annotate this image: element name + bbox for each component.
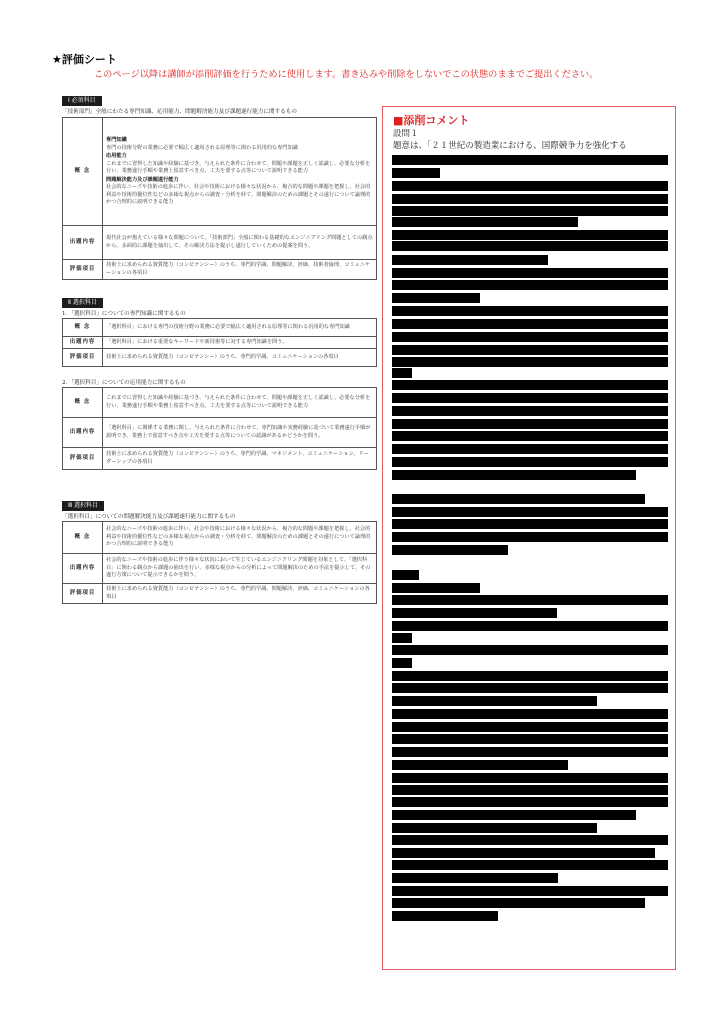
redaction-bar: [392, 357, 668, 367]
section1-table: [62, 117, 377, 280]
redaction-bar: [392, 570, 419, 580]
section2-concept-label: 概 念: [63, 388, 103, 418]
redaction-bar: [392, 393, 668, 403]
redaction-bar: [392, 268, 668, 278]
section3-criteria-label: 評価項目: [63, 584, 103, 604]
section1-question-label: 出題内容: [63, 226, 103, 260]
redaction-bar: [392, 319, 668, 329]
section2-concept-text-2: これまでに習得した知識や経験に基づき、与えられた条件に合わせて、問題や課題を正しく認識し、必要な分析を行い、業務遂行手順や業務上留意すべき点、工夫を要する点等について説明できる能力: [103, 388, 377, 418]
concept-item-title: 専門知識: [106, 137, 127, 144]
redaction-bar: [392, 747, 668, 757]
redaction-bar: [392, 848, 655, 858]
section1-header: Ⅰ 必須科目: [62, 96, 102, 106]
redaction-bar: [392, 368, 412, 378]
redaction-bar: [392, 835, 668, 845]
section1-concept-cell: [103, 118, 377, 226]
redaction-bar: [392, 507, 668, 517]
redaction-bar: [392, 457, 668, 467]
section1-criteria-label: 評価項目: [63, 260, 103, 280]
redaction-bar: [392, 332, 668, 342]
question-text: 題意は、「２１世紀の製造業における、国際競争力を強化する: [393, 141, 627, 151]
question-label: 設問１: [393, 129, 419, 139]
redaction-bar: [392, 621, 668, 631]
section2-question-text-1: 「選択科目」における重要なキーワードや新技術等に対する専門知識を問う。: [103, 337, 377, 349]
section2-criteria-text-1: 技術士に求められる資質能力（コンピテンシー）のうち、専門的学識、コミュニケーションの各項目: [103, 349, 377, 367]
section1-concept-label: 概 念: [63, 118, 103, 226]
redaction-bar: [392, 683, 668, 693]
redaction-bar: [392, 633, 412, 643]
section3-intro: 「選択科目」についての問題解決能力及び課題遂行能力に関するもの: [62, 514, 236, 520]
redaction-bar: [392, 444, 668, 454]
redaction-bar: [392, 873, 558, 883]
redaction-bar: [392, 181, 668, 191]
redaction-bar: [392, 241, 668, 251]
section2-question-text-2: 「選択科目」に関係する業務に関し、与えられた条件に合わせて、専門知識や実務経験に基づいて業務遂行手順が説明でき、業務上で留意すべき点や工夫を要する点等についての認識があるかどうかを問う。: [103, 418, 377, 448]
redaction-bar: [392, 810, 636, 820]
section3-question-text: 社会的なニーズや技術の進歩に伴う様々な状況において生じているエンジニアリング問題を対象として、「選択科目」に関わる観点から課題の抽出を行い、多様な視点からの分析によって問題解決のための手法を提示して、その遂行方策について提示できるかを問う。: [103, 554, 377, 584]
redaction-bar: [392, 168, 440, 178]
redaction-bar: [392, 823, 597, 833]
redaction-bar: [392, 380, 668, 390]
redaction-bar: [392, 645, 668, 655]
submission-notice: このページ以降は講師が添削評価を行うために使用します。書き込みや削除をしないでこの状態のままでご提出ください。: [94, 69, 599, 80]
redaction-bar: [392, 797, 668, 807]
section2-intro-2: 2．「選択科目」についての応用能力に関するもの: [62, 380, 186, 386]
redaction-bar: [392, 255, 548, 265]
section3-table: [62, 521, 377, 604]
section2-concept-text-1: 「選択科目」における専門の技術分野の業務に必要で幅広く適用される原理等に関わる汎用的な専門知識: [103, 319, 377, 337]
section2-table-2: [62, 387, 377, 470]
section1-intro: 「技術部門」全般にわたる専門知識、応用能力、問題解決能力及び課題遂行能力に関するもの: [62, 109, 297, 115]
redaction-bar: [392, 608, 557, 618]
redaction-bar: [392, 722, 668, 732]
section2-question-label: 出題内容: [63, 337, 103, 349]
redaction-bar: [392, 773, 668, 783]
redaction-bar: [392, 306, 668, 316]
redaction-bar: [392, 898, 645, 908]
redaction-bar: [392, 470, 636, 480]
redaction-bar: [392, 280, 668, 290]
section2-header: Ⅱ 選択科目: [62, 298, 103, 308]
comment-title: ■添削コメント: [393, 114, 470, 127]
section2-criteria-label: 評価項目: [63, 349, 103, 367]
section2-criteria-text-2: 技術士に求められる資質能力（コンピテンシー）のうち、専門的学識、マネジメント、コミュニケーション、リーダーシップの各項目: [103, 448, 377, 470]
redaction-bar: [392, 217, 578, 227]
redaction-bar: [392, 406, 668, 416]
section2-table-1: [62, 318, 377, 367]
redaction-bar: [392, 431, 668, 441]
concept-item-title: 問題解決能力及び課題遂行能力: [106, 176, 179, 183]
redaction-bar: [392, 785, 668, 795]
redaction-bar: [392, 345, 668, 355]
redaction-bar: [392, 583, 480, 593]
concept-item-title: 応用能力: [106, 153, 127, 160]
redaction-bar: [392, 734, 668, 744]
redaction-bar: [392, 194, 668, 204]
redaction-bar: [392, 709, 668, 719]
redaction-bar: [392, 532, 668, 542]
redaction-bar: [392, 671, 668, 681]
redaction-bar: [392, 494, 645, 504]
section2-concept-label: 概 念: [63, 319, 103, 337]
redaction-bar: [392, 206, 668, 216]
redaction-bar: [392, 860, 668, 870]
redaction-bar: [392, 760, 568, 770]
section1-question-text: 現代社会が抱えている様々な問題について、「技術部門」全般に関わる基礎的なエンジニアリング問題としての観点から、多面的に課題を抽出して、その解決方法を提示し遂行していくための提案を問う。: [103, 226, 377, 260]
redaction-bar: [392, 230, 668, 240]
redaction-bar: [392, 658, 412, 668]
redaction-bar: [392, 419, 668, 429]
section3-header: Ⅲ 選択科目: [62, 501, 104, 511]
page-title: ★評価シート: [52, 53, 117, 66]
redaction-bar: [392, 155, 668, 165]
redaction-bar: [392, 595, 668, 605]
section2-criteria-label: 評価項目: [63, 448, 103, 470]
section2-question-label: 出題内容: [63, 418, 103, 448]
concept-item-text: これまでに習得した知識や経験に基づき、与えられた条件に合わせて、問題や課題を正しく認識し、必要な分析を行い、業務遂行手順や業務上留意すべき点、工夫を要する点等について説明できる能力: [106, 160, 371, 175]
concept-item-text: 専門の技術分野の業務に必要で幅広く適用される原理等に関わる汎用的な専門知識: [106, 144, 298, 151]
redaction-bar: [392, 545, 508, 555]
redaction-bar: [392, 696, 597, 706]
redaction-bar: [392, 886, 668, 896]
section3-question-label: 出題内容: [63, 554, 103, 584]
redaction-bar: [392, 293, 480, 303]
redaction-bar: [392, 911, 498, 921]
redaction-bar: [392, 519, 668, 529]
section3-criteria-text: 技術士に求められる資質能力（コンピテンシー）のうち、専門的学識、問題解決、評価、コミュニケーションの各項目: [103, 584, 377, 604]
section1-criteria-text: 技術士に求められる資質能力（コンピテンシー）のうち、専門的学識、問題解決、評価、技術者倫理、コミュニケーションの各項目: [103, 260, 377, 280]
concept-item-text: 社会的なニーズや技術の進歩に伴い、社会や技術における様々な状況から、複合的な問題や課題を把握し、社会的利益や技術的優位性などの多様な視点からの調査・分析を経て、問題解決のための課題とその遂行について論理的かつ合理的に説明できる能力: [106, 184, 371, 206]
section3-concept-label: 概 念: [63, 522, 103, 554]
section3-concept-text: 社会的なニーズや技術の進歩に伴い、社会や技術における様々な状況から、複合的な問題や課題を把握し、社会的利益や技術的優位性などの多様な視点からの調査・分析を経て、問題解決のための課題とその遂行について論理的かつ合理的に説明できる能力: [103, 522, 377, 554]
section2-intro-1: 1．「選択科目」についての専門知識に関するもの: [62, 311, 186, 317]
